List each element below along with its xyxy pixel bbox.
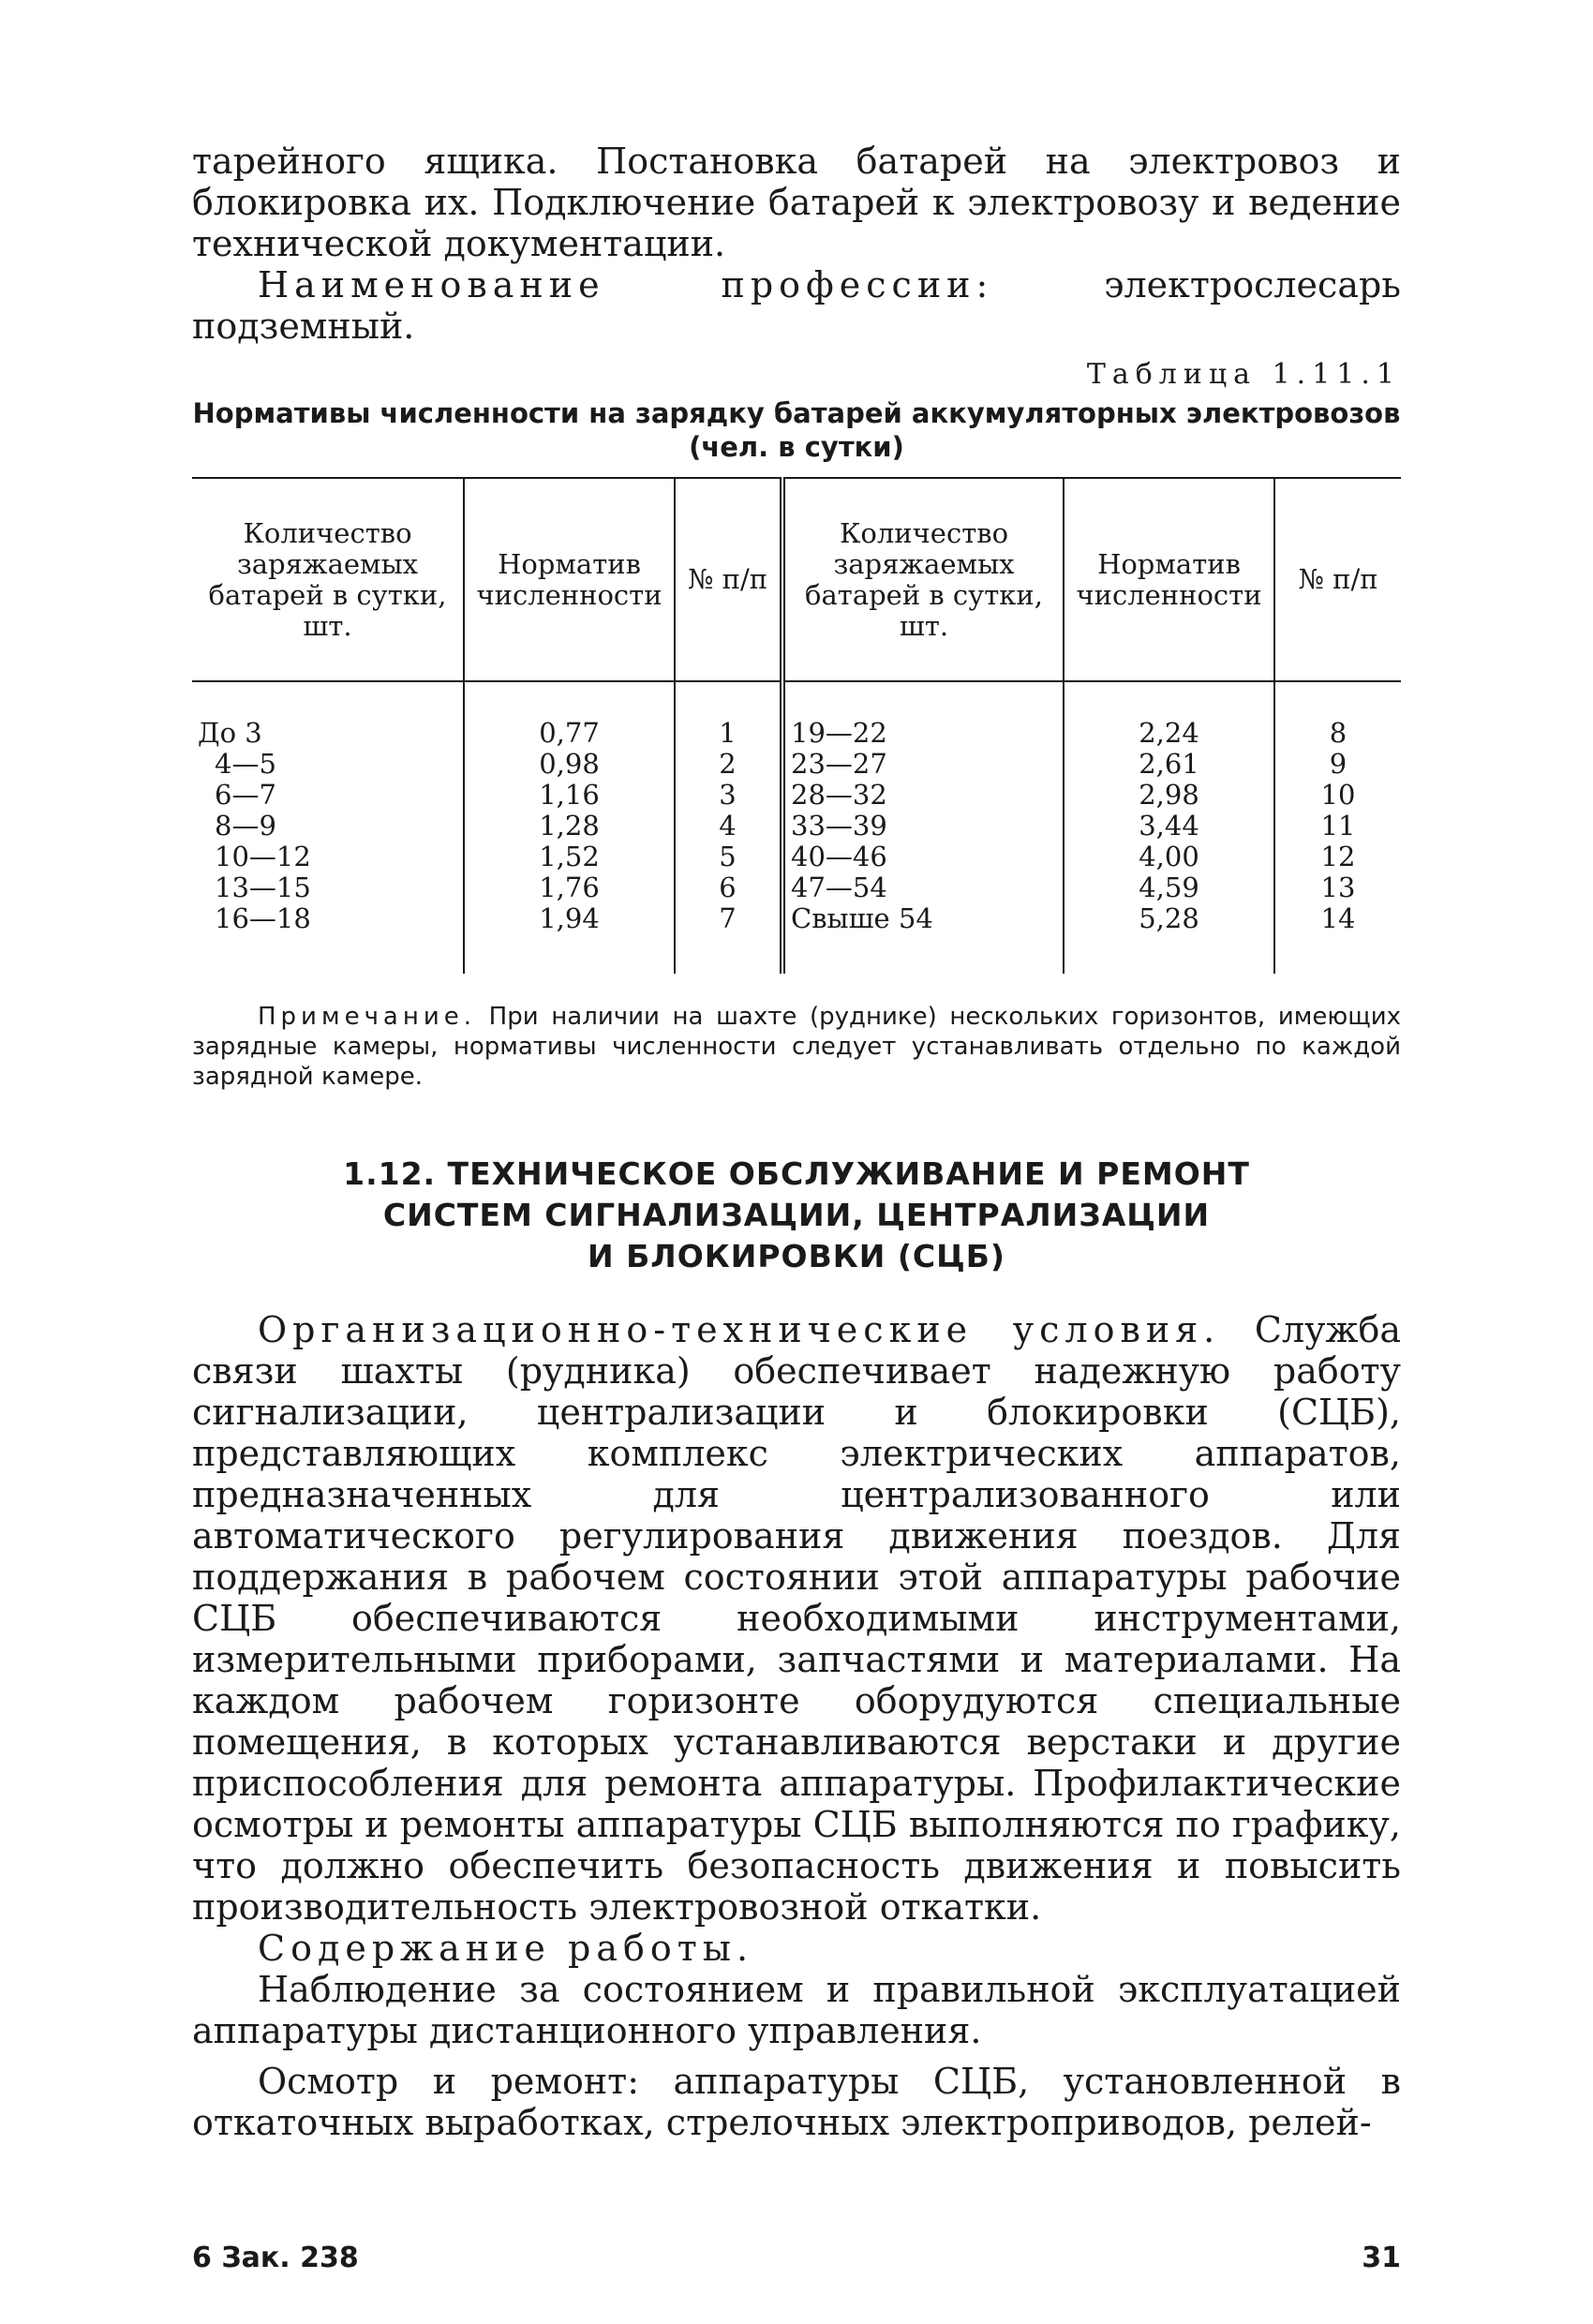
note-lead: Примечание. [258,1003,477,1031]
cell-norm: 5,28 [1064,903,1274,974]
cell-num: 2 [675,749,782,780]
cell-norm: 2,61 [1064,749,1274,780]
cell-num: 1 [675,681,782,749]
note-text: При наличии на шахте (руднике) нескольких горизонтов, имеющих зарядные камеры, нормативы численности следует устанавливать отдельно по каждой зарядной камере. [192,1003,1402,1091]
cell-norm: 2,98 [1064,780,1274,811]
cell-norm: 4,59 [1064,872,1274,903]
table-row [192,842,1401,872]
table-note [192,1002,1401,1092]
cell-qty: 33—39 [782,811,1064,842]
cell-qty: 4—5 [192,749,464,780]
table-title: Нормативы численности на зарядку батарей аккумуляторных электровозов (чел. в сутки) [192,397,1401,463]
document-page [192,141,1401,2143]
conditions-lead: Организационно-технические условия. [258,1309,1221,1350]
table-row [192,780,1401,811]
cell-norm: 4,00 [1064,842,1274,872]
heading-line: СИСТЕМ СИГНАЛИЗАЦИИ, ЦЕНТРАЛИЗАЦИИ [382,1197,1211,1233]
cell-qty: 16—18 [192,903,464,974]
cell-norm: 1,28 [464,811,675,842]
conditions-text: Служба связи шахты (рудника) обеспечивает надежную работу сигнализации, централизации и блокировки (СЦБ), представляющих комплекс электрических аппаратов, предназначенных для централизованного или автоматического регулирования движения поездов. Для поддержания в рабочем состоянии этой аппаратуры рабочие СЦБ обеспечиваются необходимыми инструментами, измерительными приборами, запчастями и материалами. На каждом рабочем горизонте оборудуются специальные помещения, в которых устанавливаются верстаки и другие приспособления для ремонта аппаратуры. Профилактические осмотры и ремонты аппаратуры СЦБ выполняются по графику, что должно обеспечить безопасность движения и повысить производительность электровозной откатки. [192,1309,1401,1928]
cell-num: 5 [675,842,782,872]
cell-qty: 10—12 [192,842,464,872]
header-norm: Норматив численности [1064,478,1274,681]
header-qty: Количество заряжаемых батарей в сутки, шт. [192,478,464,681]
cell-num: 7 [675,903,782,974]
cell-qty: 19—22 [782,681,1064,749]
table-header-row [192,478,1401,681]
cell-norm: 2,24 [1064,681,1274,749]
header-num: № п/п [1274,478,1401,681]
cell-qty: 6—7 [192,780,464,811]
work-content-lead: Содержание работы. [258,1928,754,1969]
cell-qty: 47—54 [782,872,1064,903]
cell-num: 12 [1320,841,1356,872]
cell-qty: 23—27 [782,749,1064,780]
cell-num: 11 [1320,810,1356,842]
page-footer [192,2242,1401,2274]
table-row [192,903,1401,974]
cell-qty: Свыше 54 [782,903,1064,974]
cell-num: 14 [1320,902,1356,934]
header-norm: Норматив численности [464,478,675,681]
profession-paragraph [192,264,1401,347]
cell-num: 10 [1320,779,1356,811]
cell-norm: 0,77 [464,681,675,749]
table-caption: Таблица 1.11.1 [1086,358,1401,391]
conditions-paragraph [192,1309,1401,1928]
page-number: 31 [1362,2242,1401,2274]
cell-num: 9 [1329,748,1347,780]
footer-order: 6 Зак. 238 [192,2242,359,2274]
work-item: Осмотр и ремонт: аппаратуры СЦБ, установленной в откаточных выработках, стрелочных электроприводов, релей- [192,2061,1401,2143]
table-row [192,749,1401,780]
cell-norm: 1,76 [464,872,675,903]
cell-qty: 8—9 [192,811,464,842]
cell-norm: 1,52 [464,842,675,872]
cell-num: 6 [675,872,782,903]
header-num: № п/п [675,478,782,681]
intro-paragraph: тарейного ящика. Постановка батарей на электровоз и блокировка их. Подключение батарей к электровозу и ведение технической документации. [192,141,1401,264]
cell-norm: 0,98 [464,749,675,780]
norms-table [192,477,1401,974]
cell-norm: 1,16 [464,780,675,811]
profession-text: электрослесарь подземный. [192,264,1401,347]
cell-norm: 3,44 [1064,811,1274,842]
cell-num: 8 [1329,717,1347,749]
table-row [192,811,1401,842]
cell-num: 4 [675,811,782,842]
work-item: Наблюдение за состоянием и правильной эксплуатацией аппаратуры дистанционного управления. [192,1969,1401,2051]
cell-qty: 40—46 [782,842,1064,872]
cell-num: 13 [1320,872,1356,903]
header-qty: Количество заряжаемых батарей в сутки, шт. [782,478,1064,681]
cell-qty: 13—15 [192,872,464,903]
section-heading [192,1154,1401,1277]
cell-norm: 1,94 [464,903,675,974]
cell-num: 3 [675,780,782,811]
heading-line: И БЛОКИРОВКИ (СЦБ) [588,1238,1005,1274]
table-body [192,681,1401,974]
heading-line: 1.12. ТЕХНИЧЕСКОЕ ОБСЛУЖИВАНИЕ И РЕМОНТ [343,1155,1250,1192]
profession-lead: Наименование профессии: [258,264,994,305]
table-row [192,681,1401,749]
cell-qty: 28—32 [782,780,1064,811]
cell-qty: До 3 [192,681,464,749]
table-row [192,872,1401,903]
